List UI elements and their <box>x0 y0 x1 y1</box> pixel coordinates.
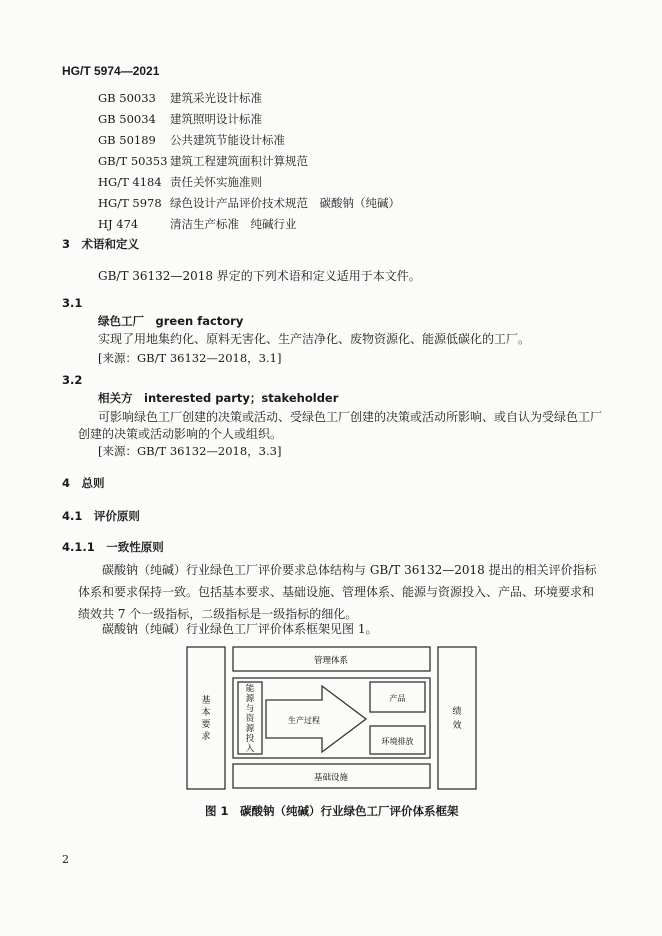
diagram-right-label <box>452 705 461 731</box>
diagram-product-label: 产品 <box>389 694 406 703</box>
diagram-label-char: 本 <box>201 708 211 718</box>
reference-code: GB/T 50353 <box>98 154 168 168</box>
subsection-4-1-1-heading: 4.1.1 一致性原则 <box>62 540 164 554</box>
diagram-bottom-label: 基础设施 <box>313 773 349 783</box>
reference-title: 清洁生产标准 纯碱行业 <box>170 217 297 231</box>
reference-item <box>98 132 285 148</box>
reference-code: GB 50034 <box>98 112 156 126</box>
diagram-label-char: 基 <box>201 696 211 706</box>
term-definition: 可影响绿色工厂创建的决策或活动、受绿色工厂创建的决策或活动所影响、或自认为受绿色工厂 <box>98 410 603 424</box>
section-3-heading: 3 术语和定义 <box>62 237 140 251</box>
term-name: 绿色工厂 green factory <box>98 314 244 328</box>
figure-caption: 图 1 碳酸钠（纯碱）行业绿色工厂评价体系框架 <box>205 804 459 818</box>
term-definition-cont: 创建的决策或活动影响的个人或组织。 <box>78 427 283 441</box>
reference-code: HJ 474 <box>98 217 139 231</box>
section-4-heading: 4 总则 <box>62 476 105 490</box>
diagram-input-label <box>246 683 255 754</box>
reference-item <box>98 153 308 169</box>
diagram-left-label <box>201 694 210 742</box>
reference-title: 责任关怀实施准则 <box>170 175 262 189</box>
term-source: [来源：GB/T 36132—2018，3.3] <box>98 444 282 458</box>
diagram-top-label: 管理体系 <box>313 656 349 666</box>
reference-item <box>98 111 262 127</box>
right-box <box>438 647 476 789</box>
diagram-label-char: 与 <box>245 704 255 714</box>
diagram-label-char: 求 <box>201 732 211 742</box>
diagram-label-char: 资 <box>245 714 255 724</box>
term-definition: 实现了用地集约化、原料无害化、生产洁净化、废物资源化、能源低碳化的工厂。 <box>98 332 531 346</box>
reference-title: 建筑采光设计标准 <box>170 91 262 105</box>
term-name: 相关方 interested party；stakeholder <box>98 391 339 405</box>
diagram-process-label: 生产过程 <box>288 716 320 725</box>
reference-title: 绿色设计产品评价技术规范 碳酸钠（纯碱） <box>170 196 400 210</box>
reference-code: GB 50189 <box>98 133 156 147</box>
reference-item <box>98 195 400 211</box>
reference-item <box>98 216 297 232</box>
diagram-label-char: 能 <box>245 684 255 694</box>
term-source: [来源：GB/T 36132—2018，3.1] <box>98 351 282 365</box>
reference-code: GB 50033 <box>98 91 156 105</box>
reference-code: HG/T 5978 <box>98 196 162 210</box>
reference-title: 公共建筑节能设计标准 <box>170 133 285 147</box>
paragraph-figure-ref: 碳酸钠（纯碱）行业绿色工厂评价体系框架见图 1。 <box>102 622 378 636</box>
diagram-label-char: 投 <box>245 734 255 744</box>
diagram-label-char: 源 <box>245 724 255 734</box>
reference-title: 建筑工程建筑面积计算规范 <box>170 154 308 168</box>
reference-item <box>98 90 262 106</box>
reference-code: HG/T 4184 <box>98 175 162 189</box>
term-number: 3.1 <box>62 296 83 310</box>
diagram-label-char: 绩 <box>452 707 462 717</box>
diagram-label-char: 入 <box>245 744 255 754</box>
diagram-env-label: 环境排放 <box>381 737 414 746</box>
paragraph-consistency: 碳酸钠（纯碱）行业绿色工厂评价要求总体结构与 GB/T 36132—2018 提出的相关评价指标体系和要求保持一致。包括基本要求、基础设施、管理体系、能源与资源投入、产品、环境要求和绩效共 7 个一级指标，二级指标是一级指标的细化。 <box>78 563 597 621</box>
diagram-label-char: 效 <box>452 721 462 731</box>
term-number: 3.2 <box>62 373 83 387</box>
diagram-label-char: 要 <box>201 720 211 730</box>
left-box <box>187 647 225 789</box>
reference-item <box>98 174 262 190</box>
document-header: HG/T 5974—2021 <box>62 64 160 78</box>
reference-title: 建筑照明设计标准 <box>170 112 262 126</box>
diagram-label-char: 源 <box>245 694 255 704</box>
framework-diagram <box>186 646 478 790</box>
section-3-intro: GB/T 36132—2018 界定的下列术语和定义适用于本文件。 <box>98 269 421 283</box>
page-number: 2 <box>62 853 69 866</box>
subsection-4-1-heading: 4.1 评价原则 <box>62 509 140 523</box>
